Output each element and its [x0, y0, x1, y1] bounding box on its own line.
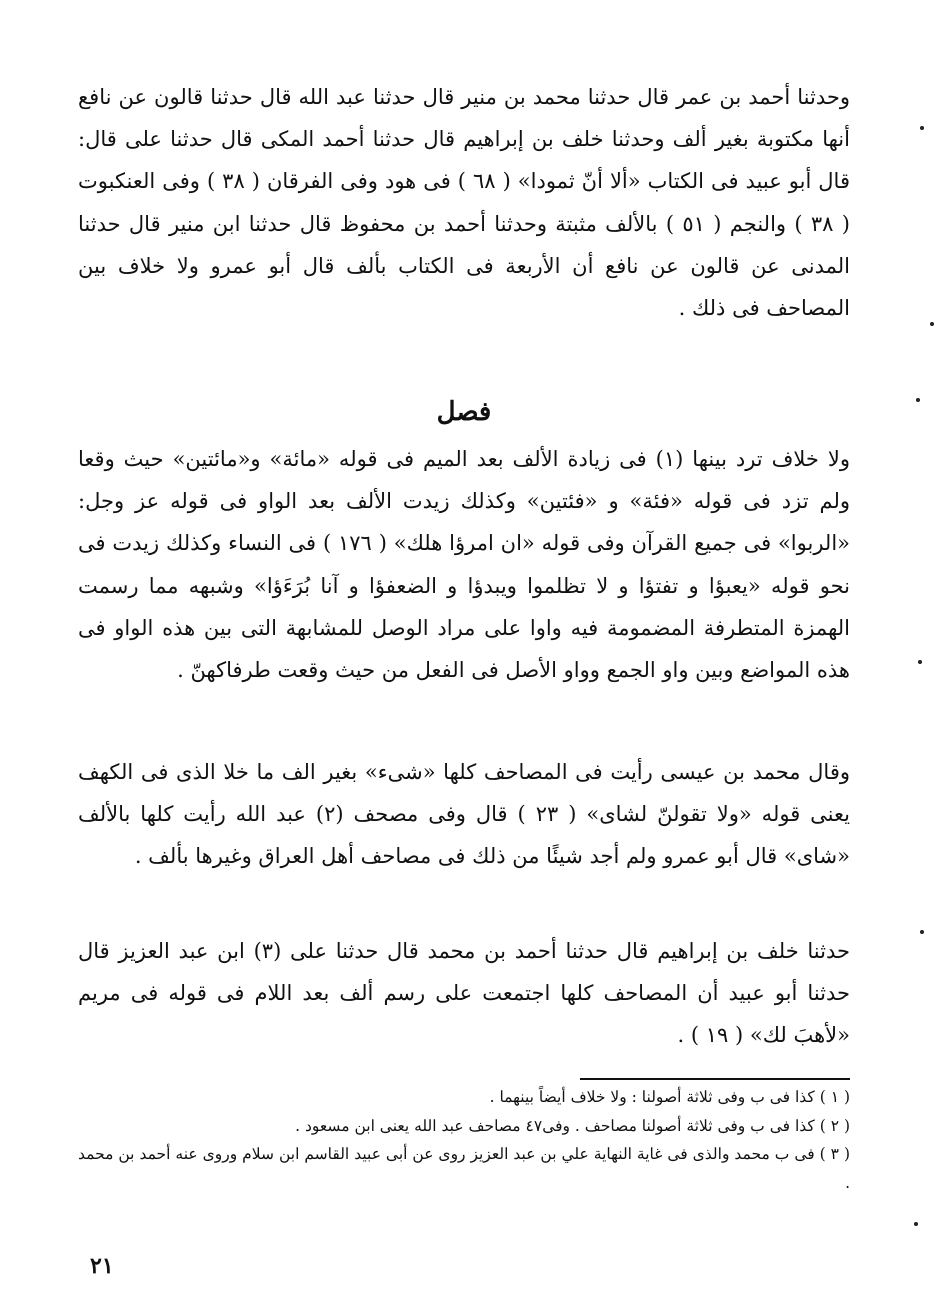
- paragraph-4: حدثنا خلف بن إبراهيم قال حدثنا أحمد بن محمد قال حدثنا على (٣) ابن عبد العزيز قال حدثنا أبو عبيد أن المصاحف كلها اجتمعت على رسم ألف بعد اللام فى قوله فى مريم «لأهبَ لك» ( ١٩ ) .: [78, 939, 850, 1048]
- footnote-2: ( ٢ ) كذا فى ب وفى ثلاثة أصولنا مصاحف . وفى٤٧ مصاحف عبد الله يعنى ابن مسعود .: [295, 1116, 850, 1135]
- margin-speck: [920, 126, 924, 130]
- paragraph-3: وقال محمد بن عيسى رأيت فى المصاحف كلها «شىء» بغير الف ما خلا الذى فى الكهف يعنى قوله «ولا تقولنّ لشاى» ( ٢٣ ) قال وفى مصحف (٢) عبد الله رأيت كلها بالألف «شاى» قال أبو عمرو ولم أجد شيئًا من ذلك فى مصاحف أهل العراق وغيرها بألف .: [78, 760, 850, 869]
- margin-speck: [920, 930, 924, 934]
- page-number: ٢١: [90, 1253, 114, 1279]
- footnote-divider: [580, 1078, 850, 1080]
- footnotes: [78, 1083, 850, 1197]
- margin-speck: [930, 322, 934, 326]
- margin-speck: [918, 660, 922, 664]
- section-heading: فصل: [436, 397, 492, 427]
- margin-speck: [914, 1222, 918, 1226]
- paragraph-1: وحدثنا أحمد بن عمر قال حدثنا محمد بن منير قال حدثنا عبد الله قال حدثنا قالون عن نافع أنها مكتوبة بغير ألف وحدثنا خلف بن إبراهيم قال حدثنا أحمد المكى قال حدثنا على قال: قال أبو عبيد فى الكتاب «ألا أنّ ثمودا» ( ٦٨ ) فى هود وفى الفرقان ( ٣٨ ) وفى العنكبوت ( ٣٨ ) والنجم ( ٥١ ) بالألف مثبتة وحدثنا أحمد بن محفوظ قال حدثنا ابن منير قال حدثنا المدنى عن قالون عن نافع أن الأربعة فى الكتاب بألف قال أبو عمرو ولا خلاف بين المصاحف فى ذلك .: [78, 85, 850, 321]
- paragraph-2: ولا خلاف ترد بينها (١) فى زيادة الألف بعد الميم فى قوله «مائة» و«مائتين» حيث وقعا ولم تزد فى قوله «فئة» و «فئتين» وكذلك زيدت الألف بعد الواو فى قوله عز وجل: «الربوا» فى جميع القرآن وفى قوله «ان امرؤا هلك» ( ١٧٦ ) فى النساء وكذلك زيدت فى نحو قوله «يعبؤا و تفتؤا و لا تظلموا ويبدؤا و الضعفؤا و آنا بُرَءَؤا» وشبهه مما رسمت الهمزة المتطرفة المضمومة فيه واوا على مراد الوصل للمشابهة التى بين هذه الواو فى هذه المواضع وبين واو الجمع وواو الأصل فى الفعل من حيث وقعت طرفاكهنّ .: [78, 447, 850, 683]
- footnote-1: ( ١ ) كذا فى ب وفى ثلاثة أصولنا : ولا خلاف أيضاً بينهما .: [489, 1088, 850, 1106]
- margin-speck: [916, 398, 920, 402]
- footnote-3: ( ٣ ) فى ب محمد والذى فى غاية النهاية علي بن عبد العزيز روى عن أبى عبيد القاسم ابن سلام وروى عنه أحمد بن محمد .: [78, 1145, 850, 1192]
